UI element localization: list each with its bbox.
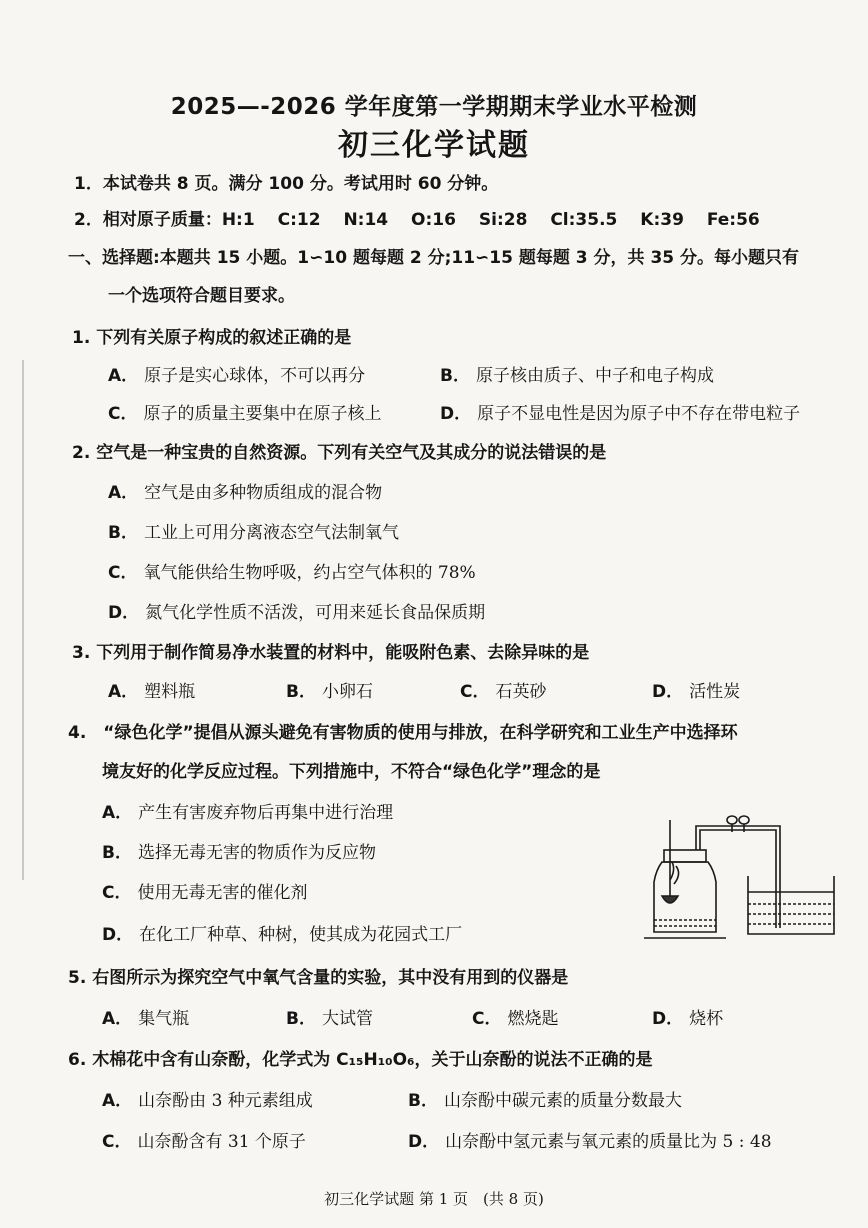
q1-stem: 1. 下列有关原子构成的叙述正确的是 [72, 328, 352, 348]
section-instruction-line1: 一、选择题:本题共 15 小题。1∽10 题每题 2 分;11∽15 题每题 3 分，共 35 分。每小题只有 [68, 248, 800, 268]
q3-option-a: A． 塑料瓶 [108, 682, 196, 702]
q6-option-a: A． 山奈酚由 3 种元素组成 [102, 1091, 313, 1111]
scan-margin-line [22, 360, 24, 880]
exam-subtitle: 初三化学试题 [338, 128, 530, 163]
q2-option-b: B． 工业上可用分离液态空气法制氧气 [108, 523, 399, 543]
section-instruction-line2: 一个选项符合题目要求。 [108, 286, 295, 306]
q6-option-c: C． 山奈酚含有 31 个原子 [102, 1132, 306, 1152]
q3-option-c: C． 石英砂 [460, 682, 547, 702]
q2-option-d: D． 氮气化学性质不活泼，可用来延长食品保质期 [108, 603, 486, 623]
q3-option-b: B． 小卵石 [286, 682, 373, 702]
q1-option-c: C． 原子的质量主要集中在原子核上 [108, 404, 382, 424]
q5-option-c: C． 燃烧匙 [472, 1009, 559, 1029]
note-2: 2．相对原子质量：H:1 C:12 N:14 O:16 Si:28 Cl:35.5 K:39 Fe:56 [74, 210, 760, 230]
exam-title: 2025—-2026 学年度第一学期期末学业水平检测 [170, 94, 698, 120]
q1-option-a: A． 原子是实心球体，不可以再分 [108, 366, 366, 386]
q5-option-a: A． 集气瓶 [102, 1009, 190, 1029]
q5-option-b: B． 大试管 [286, 1009, 373, 1029]
q4-option-c: C． 使用无毒无害的催化剂 [102, 883, 308, 903]
q2-stem: 2. 空气是一种宝贵的自然资源。下列有关空气及其成分的说法错误的是 [72, 443, 607, 463]
q4-option-d: D． 在化工厂种草、种树，使其成为花园式工厂 [102, 925, 463, 945]
q6-stem: 6. 木棉花中含有山奈酚，化学式为 C₁₅H₁₀O₆，关于山奈酚的说法不正确的是 [68, 1050, 653, 1070]
q6-option-b: B． 山奈酚中碳元素的质量分数最大 [408, 1091, 682, 1111]
oxygen-experiment-apparatus [640, 800, 840, 950]
q5-stem: 5. 右图所示为探究空气中氧气含量的实验，其中没有用到的仪器是 [68, 968, 569, 988]
q4-option-a: A． 产生有害废弃物后再集中进行治理 [102, 803, 394, 823]
q3-option-d: D． 活性炭 [652, 682, 741, 702]
q5-option-d: D． 烧杯 [652, 1009, 724, 1029]
note-1: 1．本试卷共 8 页。满分 100 分。考试用时 60 分钟。 [74, 174, 499, 194]
q3-stem: 3. 下列用于制作简易净水装置的材料中，能吸附色素、去除异味的是 [72, 643, 590, 663]
beaker [748, 876, 834, 934]
q1-option-b: B． 原子核由质子、中子和电子构成 [440, 366, 714, 386]
q2-option-a: A． 空气是由多种物质组成的混合物 [108, 483, 383, 503]
q4-stem-line2: 境友好的化学反应过程。下列措施中，不符合“绿色化学”理念的是 [102, 762, 601, 782]
q4-stem-line1: 4. “绿色化学”提倡从源头避免有害物质的使用与排放，在科学研究和工业生产中选择环 [68, 723, 738, 743]
page-footer: 初三化学试题 第 1 页 (共 8 页) [324, 1190, 544, 1208]
glass-tube [696, 826, 780, 928]
q6-option-d: D． 山奈酚中氢元素与氧元素的质量比为 5 : 48 [408, 1132, 772, 1152]
combustion-spoon-cup [662, 896, 678, 903]
q1-option-d: D． 原子不显电性是因为原子中不存在带电粒子 [440, 404, 801, 424]
q2-option-c: C． 氧气能供给生物呼吸，约占空气体积的 78% [108, 563, 476, 583]
q4-option-b: B． 选择无毒无害的物质作为反应物 [102, 843, 376, 863]
